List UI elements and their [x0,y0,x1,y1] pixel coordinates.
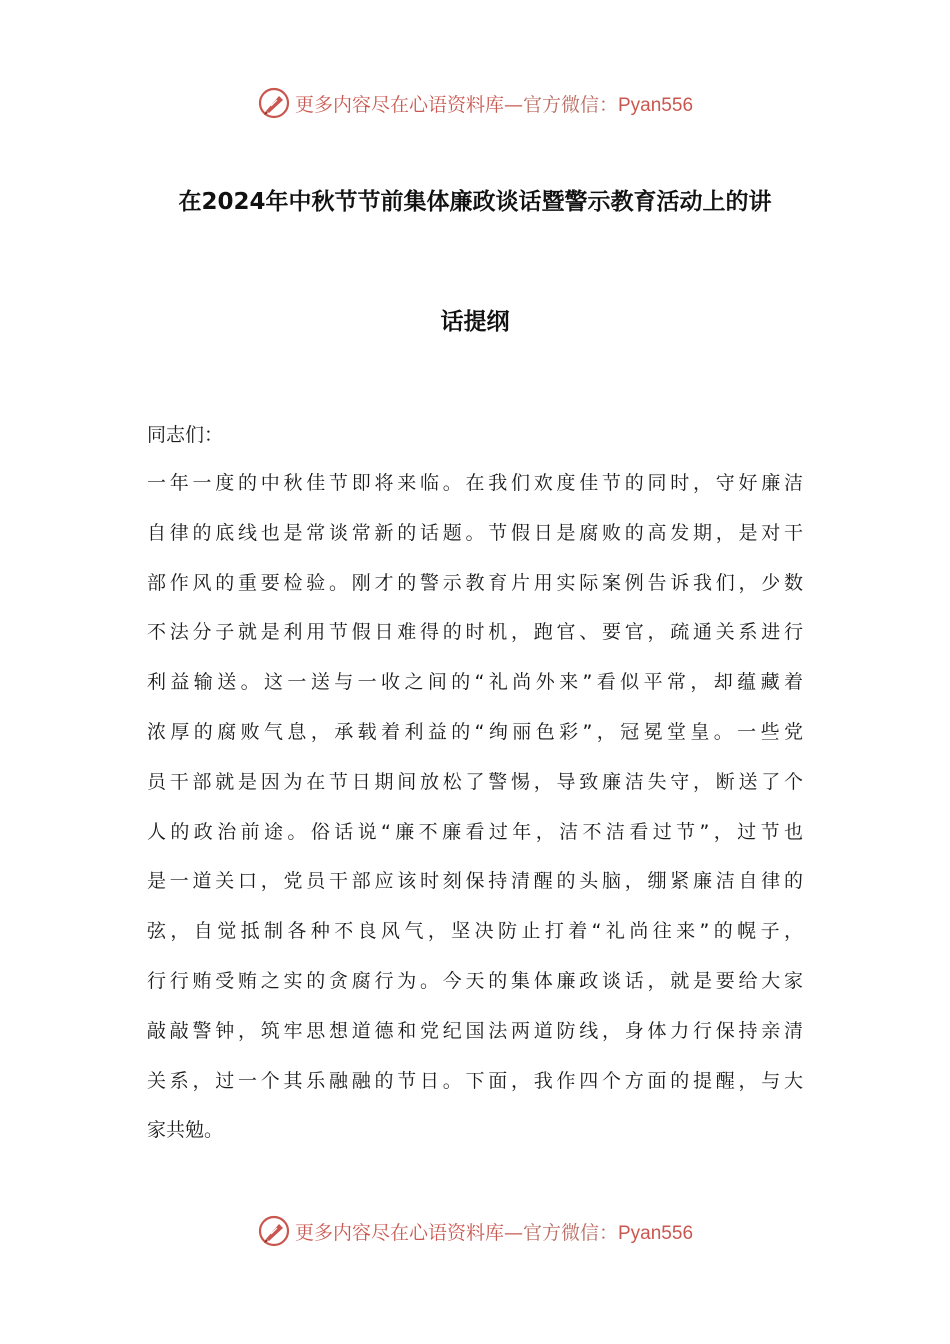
body-line: 是一道关口，党员干部应该时刻保持清醒的头脑，绷紧廉洁自律的 [147,870,803,893]
header-banner [0,83,950,123]
body-line: 关系，过一个其乐融融的节日。下面，我作四个方面的提醒，与大 [147,1069,803,1092]
pen-nib-logo-icon [257,1214,291,1248]
body-line: 浓厚的腐败气息，承载着利益的“绚丽色彩”，冠冕堂皇。一些党 [147,720,803,743]
body-line: 家共勉。 [147,1119,224,1142]
pen-nib-logo-icon [257,86,291,120]
banner-library-text: 更多内容尽在心语资料库— [294,93,523,116]
document-title-line-1: 在2024年中秋节节前集体廉政谈话暨警示教育活动上的讲 [178,189,772,215]
body-line: 弦，自觉抵制各种不良风气，坚决防止打着“礼尚往来”的幌子， [147,920,803,943]
body-line: 人的政治前途。俗话说“廉不廉看过年，洁不洁看过节”，过节也 [147,820,803,843]
document-title-line-2: 话提纲 [440,309,510,335]
body-line: 部作风的重要检验。刚才的警示教育片用实际案例告诉我们，少数 [147,571,803,594]
body-line: 利益输送。这一送与一收之间的“礼尚外来”看似平常，却蕴藏着 [147,671,803,694]
banner-wechat-id: Pyan556 [618,94,694,116]
body-line: 敲敲警钟，筑牢思想道德和党纪国法两道防线，身体力行保持亲清 [147,1019,803,1042]
body-line: 不法分子就是利用节假日难得的时机，跑官、要官，疏通关系进行 [147,621,803,644]
banner-wechat-id: Pyan556 [618,1222,694,1244]
body-line: 自律的底线也是常谈常新的话题。节假日是腐败的高发期，是对干 [147,521,803,544]
body-line: 一年一度的中秋佳节即将来临。在我们欢度佳节的同时，守好廉洁 [147,472,803,494]
banner-wechat-label: 官方微信： [522,1221,618,1244]
salutation: 同志们： [147,424,224,446]
footer-banner [0,1211,950,1251]
body-line: 员干部就是因为在节日期间放松了警惕，导致廉洁失守，断送了个 [147,770,803,793]
banner-wechat-label: 官方微信： [522,93,618,116]
banner-text [295,1218,693,1245]
banner-text [295,90,693,117]
body-line: 行行贿受贿之实的贪腐行为。今天的集体廉政谈话，就是要给大家 [147,969,803,992]
body-paragraph [147,468,803,1165]
banner-library-text: 更多内容尽在心语资料库— [294,1221,523,1244]
